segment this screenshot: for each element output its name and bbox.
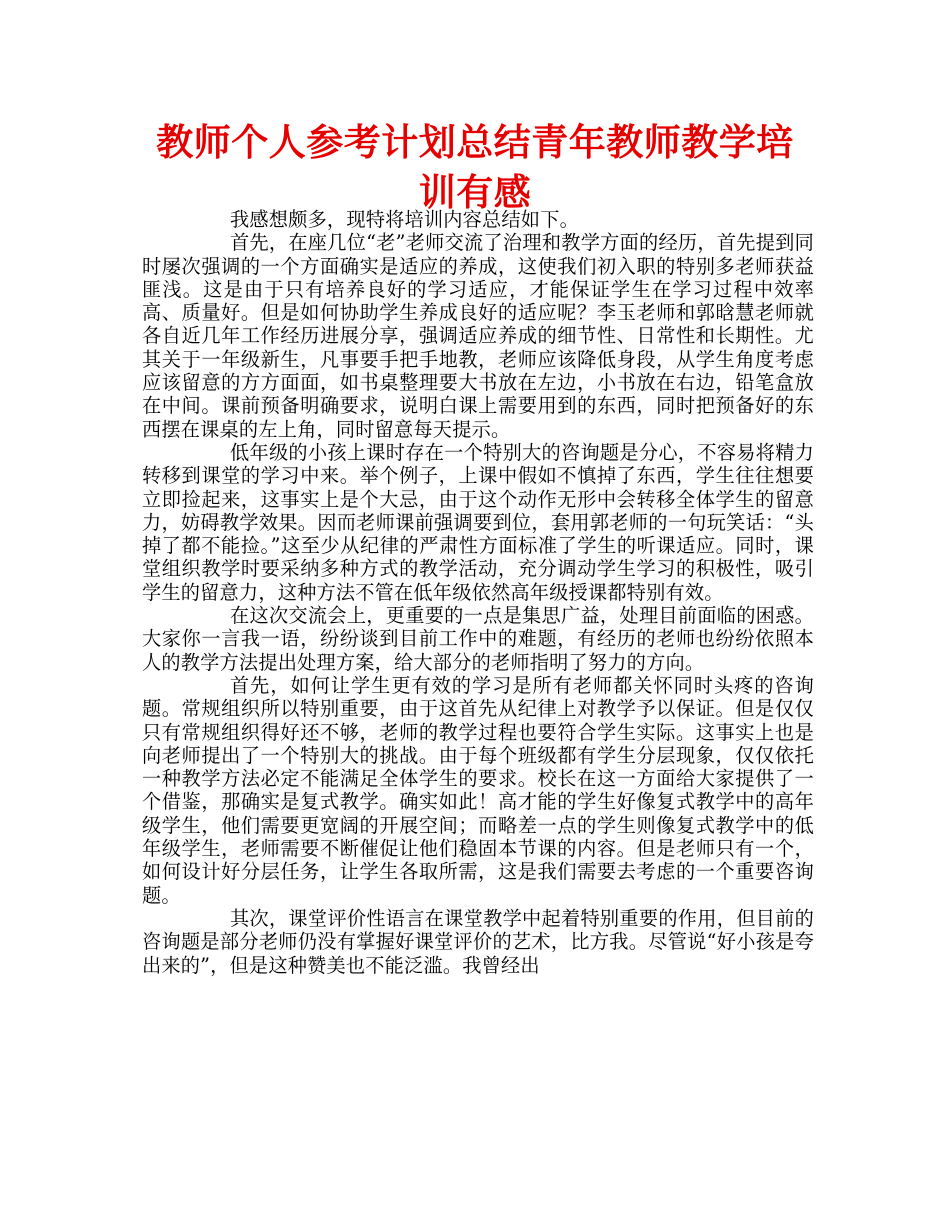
paragraph-effective-learning: 首先，如何让学生更有效的学习是所有老师都关怀同时头疼的咨询题。常规组织所以特别重要，由于这首先从纪律上对教学予以保证。但是仅仅只有常规组织得好还不够，老师的教学过程也要符合学生实际。这事实上也是向老师提出了一个特别大的挑战。由于每个班级都有学生分层现象，仅仅依托一种教学方法必定不能满足全体学生的要求。校长在这一方面给大家提供了一个借鉴，那确实是复式教学。确实如此！高才能的学生好像复式教学中的高年级学生，他们需要更宽阔的开展空间；而略差一点的学生则像复式教学中的低年级学生，老师需要不断催促让他们稳固本节课的内容。但是老师只有一个，如何设计好分层任务，让学生各取所需，这是我们需要去考虑的一个重要咨询题。 <box>142 673 814 907</box>
paragraph-evaluation: 其次，课堂评价性语言在课堂教学中起着特别重要的作用，但目前的咨询题是部分老师仍没有掌握好课堂评价的艺术，比方我。尽管说“好小孩是夸出来的”，但是这种赞美也不能泛滥。我曾经出 <box>142 906 814 977</box>
paragraph-exchange: 在这次交流会上，更重要的一点是集思广益，处理目前面临的困惑。大家你一言我一语，纷纷谈到目前工作中的难题，有经历的老师也纷纷依照本人的教学方法提出处理方案，给大部分的老师指明了努力的方向。 <box>142 604 814 674</box>
document-body <box>142 208 814 977</box>
paragraph-habits: 首先，在座几位“老”老师交流了治理和教学方面的经历，首先提到同时屡次强调的一个方面确实是适应的养成，这使我们初入职的特别多老师获益匪浅。这是由于只有培养良好的学习适应，才能保证学生在学习过程中效率高、质量好。但是如何协助学生养成良好的适应呢？李玉老师和郭晗慧老师就各自近几年工作经历进展分享，强调适应养成的细节性、日常性和长期性。尤其关于一年级新生，凡事要手把手地教，老师应该降低身段，从学生角度考虑应该留意的方方面面，如书桌整理要大书放在左边，小书放在右边，铅笔盒放在中间。课前预备明确要求，说明白课上需要用到的东西，同时把预备好的东西摆在课桌的左上角，同时留意每天提示。 <box>142 231 814 441</box>
page-title: 教师个人参考计划总结青年教师教学培训有感 <box>156 121 794 214</box>
paragraph-attention: 低年级的小孩上课时存在一个特别大的咨询题是分心，不容易将精力转移到课堂的学习中来。举个例子，上课中假如不慎掉了东西，学生往往想要立即捡起来，这事实上是个大忌，由于这个动作无形中会转移全体学生的留意力，妨碍教学效果。因而老师课前强调要到位，套用郭老师的一句玩笑话：“头掉了都不能捡。”这至少从纪律的严肃性方面标准了学生的听课适应。同时，课堂组织教学时要采纳多种方式的教学活动，充分调动学生学习的积极性，吸引学生的留意力，这种方法不管在低年级依然高年级授课都特别有效。 <box>142 440 814 604</box>
paragraph-intro: 我感想颇多，现特将培训内容总结如下。 <box>230 208 579 231</box>
